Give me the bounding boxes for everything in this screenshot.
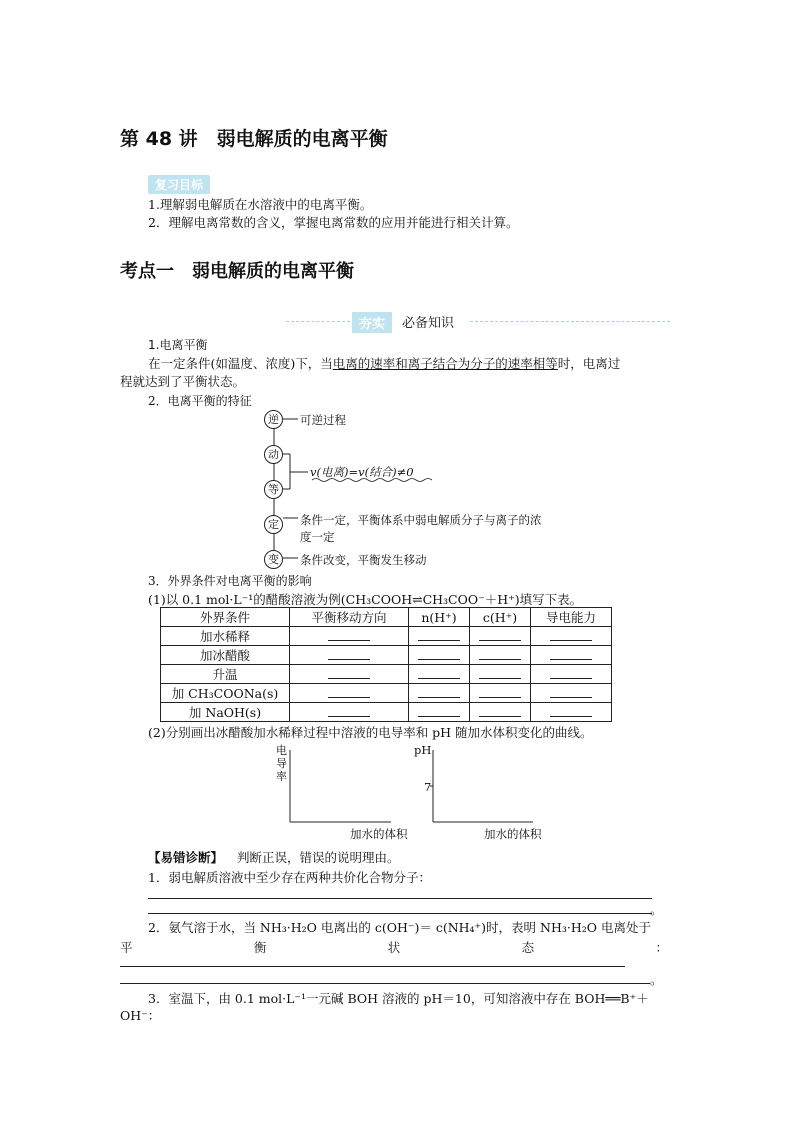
p3-sub1: (1)以 0.1 mol·L⁻¹的醋酸溶液为例(CH₃COOH⇌CH₃COO⁻＋H⁺)填写下表。 bbox=[148, 592, 583, 607]
p2-heading: 2．电离平衡的特征 bbox=[148, 394, 252, 408]
p1-line1-pre: 在一定条件(如温度、浓度)下，当 bbox=[148, 356, 333, 371]
q2-char: ： bbox=[655, 940, 668, 955]
diag-label: 【易错诊断】 bbox=[148, 850, 224, 865]
circle-dong: 动 bbox=[264, 445, 283, 464]
q2-char: 状 bbox=[387, 940, 401, 955]
blank-cell[interactable] bbox=[290, 684, 409, 703]
graph2-tick: 7 bbox=[424, 780, 432, 794]
page-title: 第 48 讲 弱电解质的电离平衡 bbox=[120, 128, 388, 150]
condition-table bbox=[160, 607, 612, 722]
table-header-row bbox=[161, 608, 612, 627]
circle-ni: 逆 bbox=[264, 410, 283, 429]
diag-row bbox=[148, 848, 400, 866]
section-tag-text: 必备知识 bbox=[402, 316, 455, 331]
circle-bian: 变 bbox=[264, 550, 283, 569]
p1-line1 bbox=[148, 354, 620, 372]
table-header: n(H⁺) bbox=[409, 608, 470, 627]
blank-cell[interactable] bbox=[470, 627, 531, 646]
table-row bbox=[161, 703, 612, 722]
q2-end: 。 bbox=[650, 972, 663, 987]
p1-line1-post: 时，电离过 bbox=[557, 356, 621, 371]
circle-deng: 等 bbox=[264, 480, 283, 499]
q2-char: 衡 bbox=[253, 940, 267, 955]
blank-cell[interactable] bbox=[409, 646, 470, 665]
graph1-y-label: 电导率 bbox=[276, 744, 287, 783]
table-row bbox=[161, 627, 612, 646]
graph1-x-label: 加水的体积 bbox=[350, 827, 408, 841]
blank-cell[interactable] bbox=[470, 684, 531, 703]
q1-end: 。 bbox=[650, 902, 663, 917]
blank-cell[interactable] bbox=[531, 703, 612, 722]
blank-cell[interactable] bbox=[290, 665, 409, 684]
blank-cell[interactable] bbox=[531, 665, 612, 684]
table-header: 平衡移动方向 bbox=[290, 608, 409, 627]
desc-ni: 可逆过程 bbox=[300, 413, 346, 427]
p1-heading: 1.电离平衡 bbox=[148, 338, 208, 352]
review-badge: 复习目标 bbox=[148, 175, 210, 194]
q3-line1: 3．室温下，由 0.1 mol·L⁻¹一元碱 BOH 溶液的 pH＝10，可知溶液中存在 BOH══B⁺＋ bbox=[148, 991, 649, 1006]
q2-line2 bbox=[120, 938, 668, 956]
table-cell: 加 CH₃COONa(s) bbox=[161, 684, 290, 703]
desc-ding-1: 条件一定，平衡体系中弱电解质分子与离子的浓 bbox=[300, 513, 542, 527]
answer-line[interactable] bbox=[148, 913, 652, 914]
blank-cell[interactable] bbox=[409, 627, 470, 646]
q1: 1．弱电解质溶液中至少存在两种共价化合物分子： bbox=[148, 870, 431, 885]
desc-bian: 条件改变，平衡发生移动 bbox=[300, 553, 427, 567]
answer-line[interactable] bbox=[120, 966, 625, 967]
review-item-2: 2．理解电离常数的含义，掌握电离常数的应用并能进行相关计算。 bbox=[148, 215, 519, 230]
section-tag: 夯实 bbox=[352, 312, 392, 333]
desc-ding-2: 度一定 bbox=[300, 530, 335, 544]
blank-cell[interactable] bbox=[409, 684, 470, 703]
q2-char: 态 bbox=[521, 940, 535, 955]
blank-cell[interactable] bbox=[409, 665, 470, 684]
blank-cell[interactable] bbox=[531, 627, 612, 646]
blank-cell[interactable] bbox=[531, 684, 612, 703]
blank-cell[interactable] bbox=[290, 703, 409, 722]
desc-deng: v(电离)=v(结合)≠0 bbox=[310, 465, 414, 479]
answer-line[interactable] bbox=[148, 898, 652, 899]
table-header: 导电能力 bbox=[531, 608, 612, 627]
answer-line[interactable] bbox=[120, 983, 650, 984]
table-cell: 加 NaOH(s) bbox=[161, 703, 290, 722]
q2-char: 平 bbox=[120, 940, 133, 955]
divider-right bbox=[470, 321, 670, 322]
graph2-y-label: pH bbox=[414, 743, 432, 757]
review-item-1: 1.理解弱电解质在水溶液中的电离平衡。 bbox=[148, 197, 373, 212]
graph-conductivity-axes bbox=[286, 748, 396, 828]
table-cell: 加冰醋酸 bbox=[161, 646, 290, 665]
diag-instruction: 判断正误，错误的说明理由。 bbox=[237, 850, 400, 865]
p3-heading: 3．外界条件对电离平衡的影响 bbox=[148, 574, 312, 588]
p3-sub2: (2)分别画出冰醋酸加水稀释过程中溶液的电导率和 pH 随加水体积变化的曲线。 bbox=[148, 725, 593, 740]
blank-cell[interactable] bbox=[470, 646, 531, 665]
q3-line2: OH⁻： bbox=[120, 1008, 161, 1023]
table-row bbox=[161, 665, 612, 684]
p1-line2: 程就达到了平衡状态。 bbox=[120, 374, 246, 389]
graph-ph-axes bbox=[428, 748, 538, 828]
table-cell: 升温 bbox=[161, 665, 290, 684]
blank-cell[interactable] bbox=[531, 646, 612, 665]
table-header: c(H⁺) bbox=[470, 608, 531, 627]
table-cell: 加水稀释 bbox=[161, 627, 290, 646]
blank-cell[interactable] bbox=[470, 703, 531, 722]
divider-left bbox=[286, 321, 350, 322]
table-header: 外界条件 bbox=[161, 608, 290, 627]
blank-cell[interactable] bbox=[409, 703, 470, 722]
table-row bbox=[161, 684, 612, 703]
blank-cell[interactable] bbox=[290, 646, 409, 665]
graph2-x-label: 加水的体积 bbox=[484, 827, 542, 841]
blank-cell[interactable] bbox=[470, 665, 531, 684]
feature-diagram-lines bbox=[260, 408, 460, 568]
q2-line1: 2．氨气溶于水，当 NH₃·H₂O 电离出的 c(OH⁻)＝ c(NH₄⁺)时，表明 NH₃·H₂O 电离处于 bbox=[148, 920, 651, 935]
section-title: 考点一 弱电解质的电离平衡 bbox=[120, 261, 354, 282]
table-row bbox=[161, 646, 612, 665]
circle-ding: 定 bbox=[264, 515, 283, 534]
blank-cell[interactable] bbox=[290, 627, 409, 646]
p1-line1-underline: 电离的速率和离子结合为分子的速率相等 bbox=[332, 356, 558, 371]
